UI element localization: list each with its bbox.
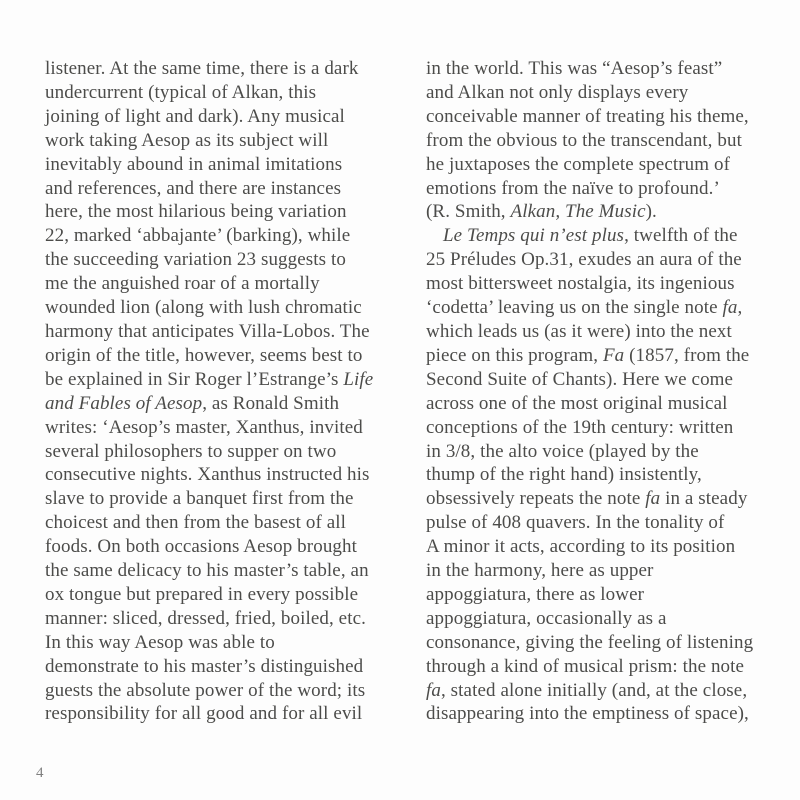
text-run: Le Temps qui n’est plus xyxy=(443,225,625,247)
text-line xyxy=(426,463,784,487)
text-run: fa xyxy=(426,679,441,701)
text-run: guests the absolute power of the word; its xyxy=(45,679,366,701)
text-run: demonstrate to his master’s distinguished xyxy=(45,655,364,677)
text-run: through a kind of musical prism: the note xyxy=(426,655,745,677)
text-run: in a steady xyxy=(660,488,748,510)
column-right xyxy=(426,57,784,726)
text-run: be explained in Sir Roger l’Estrange’s xyxy=(45,368,344,390)
text-run: Alkan, The Music xyxy=(510,201,646,223)
text-run: manner: sliced, dressed, fried, boiled, etc. xyxy=(45,607,366,629)
text-run: piece on this program, xyxy=(426,344,603,366)
text-run: ox tongue but prepared in every possible xyxy=(45,583,359,605)
text-run: , twelfth of the xyxy=(624,225,738,247)
text-run: the same delicacy to his master’s table, an xyxy=(45,560,369,582)
text-line xyxy=(426,535,784,559)
text-line xyxy=(426,200,784,224)
text-run: consecutive nights. Xanthus instructed his xyxy=(45,464,370,486)
text-run: work taking Aesop as its subject will xyxy=(45,129,329,151)
text-run: appoggiatura, there as lower xyxy=(426,583,645,605)
text-line xyxy=(45,487,403,511)
page-number: 4 xyxy=(36,765,44,781)
text-run: 22, marked ‘abbajante’ (barking), while xyxy=(45,225,351,247)
text-line xyxy=(45,463,403,487)
text-line xyxy=(45,57,403,81)
text-run: ‘codetta’ leaving us on the single note xyxy=(426,297,723,319)
text-run: inevitably abound in animal imitations xyxy=(45,153,343,175)
text-run: (1857, from the xyxy=(624,344,750,366)
text-line xyxy=(426,655,784,679)
text-line xyxy=(426,631,784,655)
text-run: Fa xyxy=(602,344,625,366)
text-run: , stated alone initially (and, at the close, xyxy=(440,679,748,701)
text-line xyxy=(45,320,403,344)
text-line xyxy=(45,224,403,248)
text-run: here, the most hilarious being variation xyxy=(45,201,347,223)
text-line xyxy=(426,296,784,320)
text-line xyxy=(45,177,403,201)
text-line xyxy=(45,344,403,368)
text-line xyxy=(45,702,403,726)
text-line xyxy=(426,57,784,81)
text-run: wounded lion (along with lush chromatic xyxy=(45,297,362,319)
text-run: foods. On both occasions Aesop brought xyxy=(45,536,357,558)
text-run: in the harmony, here as upper xyxy=(426,560,654,582)
text-line xyxy=(45,105,403,129)
text-run: responsibility for all good and for all evil xyxy=(45,703,363,725)
text-line xyxy=(426,177,784,201)
text-run: choicest and then from the basest of all xyxy=(45,512,347,534)
text-line xyxy=(426,153,784,177)
text-line xyxy=(426,320,784,344)
text-columns xyxy=(45,57,784,726)
text-line xyxy=(426,702,784,726)
text-line xyxy=(426,105,784,129)
text-run: (R. Smith, xyxy=(426,201,511,223)
text-line xyxy=(426,416,784,440)
text-run: ). xyxy=(645,201,657,223)
text-run: across one of the most original musical xyxy=(426,392,728,414)
text-line xyxy=(45,655,403,679)
text-run: In this way Aesop was able to xyxy=(45,631,275,653)
column-left xyxy=(45,57,403,726)
text-run: and Fables of Aesop xyxy=(45,392,203,414)
text-run: in the world. This was “Aesop’s feast” xyxy=(426,58,723,79)
text-run: , xyxy=(737,297,743,319)
text-line xyxy=(45,535,403,559)
text-run: and references, and there are instances xyxy=(45,177,342,199)
text-line xyxy=(426,224,784,248)
text-line xyxy=(45,559,403,583)
text-run: A minor it acts, according to its position xyxy=(426,536,736,558)
text-run: several philosophers to supper on two xyxy=(45,440,337,462)
text-line xyxy=(426,440,784,464)
text-run: consonance, giving the feeling of listening xyxy=(426,631,754,653)
text-run: appoggiatura, occasionally as a xyxy=(426,607,667,629)
text-line xyxy=(45,583,403,607)
text-run: fa xyxy=(645,488,661,510)
text-line xyxy=(45,511,403,535)
text-line xyxy=(45,81,403,105)
text-line xyxy=(426,344,784,368)
text-run: which leads us (as it were) into the next xyxy=(426,320,732,342)
text-line xyxy=(426,392,784,416)
text-run: fa xyxy=(722,297,738,319)
text-line xyxy=(426,129,784,153)
text-line xyxy=(45,248,403,272)
text-line xyxy=(45,607,403,631)
text-run: obsessively repeats the note xyxy=(426,488,646,510)
text-line xyxy=(45,368,403,392)
text-run: he juxtaposes the complete spectrum of xyxy=(426,153,731,175)
text-run: pulse of 408 quavers. In the tonality of xyxy=(426,512,725,534)
text-run: me the anguished roar of a mortally xyxy=(45,273,320,295)
text-run: listener. At the same time, there is a dark xyxy=(45,58,359,79)
text-line xyxy=(426,559,784,583)
text-line xyxy=(45,631,403,655)
text-run: and Alkan not only displays every xyxy=(426,81,689,103)
text-line xyxy=(45,296,403,320)
text-run: joining of light and dark). Any musical xyxy=(45,105,345,127)
text-run: undercurrent (typical of Alkan, this xyxy=(45,81,317,103)
text-line xyxy=(45,416,403,440)
text-line xyxy=(426,607,784,631)
text-line xyxy=(426,487,784,511)
text-line xyxy=(45,272,403,296)
text-run: slave to provide a banquet first from the xyxy=(45,488,354,510)
text-run: Second Suite of Chants). Here we come xyxy=(426,368,734,390)
text-run: most bittersweet nostalgia, its ingenious xyxy=(426,273,735,295)
text-run: writes: ‘Aesop’s master, Xanthus, invited xyxy=(45,416,363,438)
text-run: conceptions of the 19th century: written xyxy=(426,416,734,438)
text-line xyxy=(45,200,403,224)
text-line xyxy=(426,583,784,607)
text-run: conceivable manner of treating his theme, xyxy=(426,105,749,127)
text-line xyxy=(45,679,403,703)
text-run: the succeeding variation 23 suggests to xyxy=(45,249,346,271)
text-run: from the obvious to the transcendant, but xyxy=(426,129,742,151)
text-run: disappearing into the emptiness of space), xyxy=(426,703,749,725)
text-line xyxy=(426,248,784,272)
text-line xyxy=(426,679,784,703)
text-line xyxy=(45,129,403,153)
text-run: harmony that anticipates Villa-Lobos. The xyxy=(45,320,370,342)
text-run: 25 Préludes Op.31, exudes an aura of the xyxy=(426,249,742,271)
text-run: emotions from the naïve to profound.’ xyxy=(426,177,720,199)
text-line xyxy=(45,392,403,416)
text-run: origin of the title, however, seems best to xyxy=(45,344,363,366)
text-run: Life xyxy=(343,368,374,390)
text-line xyxy=(45,153,403,177)
text-line xyxy=(426,368,784,392)
text-run: , as Ronald Smith xyxy=(202,392,340,414)
text-line xyxy=(426,81,784,105)
text-line xyxy=(45,440,403,464)
text-line xyxy=(426,511,784,535)
text-line xyxy=(426,272,784,296)
text-run: thump of the right hand) insistently, xyxy=(426,464,702,486)
text-run: in 3/8, the alto voice (played by the xyxy=(426,440,699,462)
